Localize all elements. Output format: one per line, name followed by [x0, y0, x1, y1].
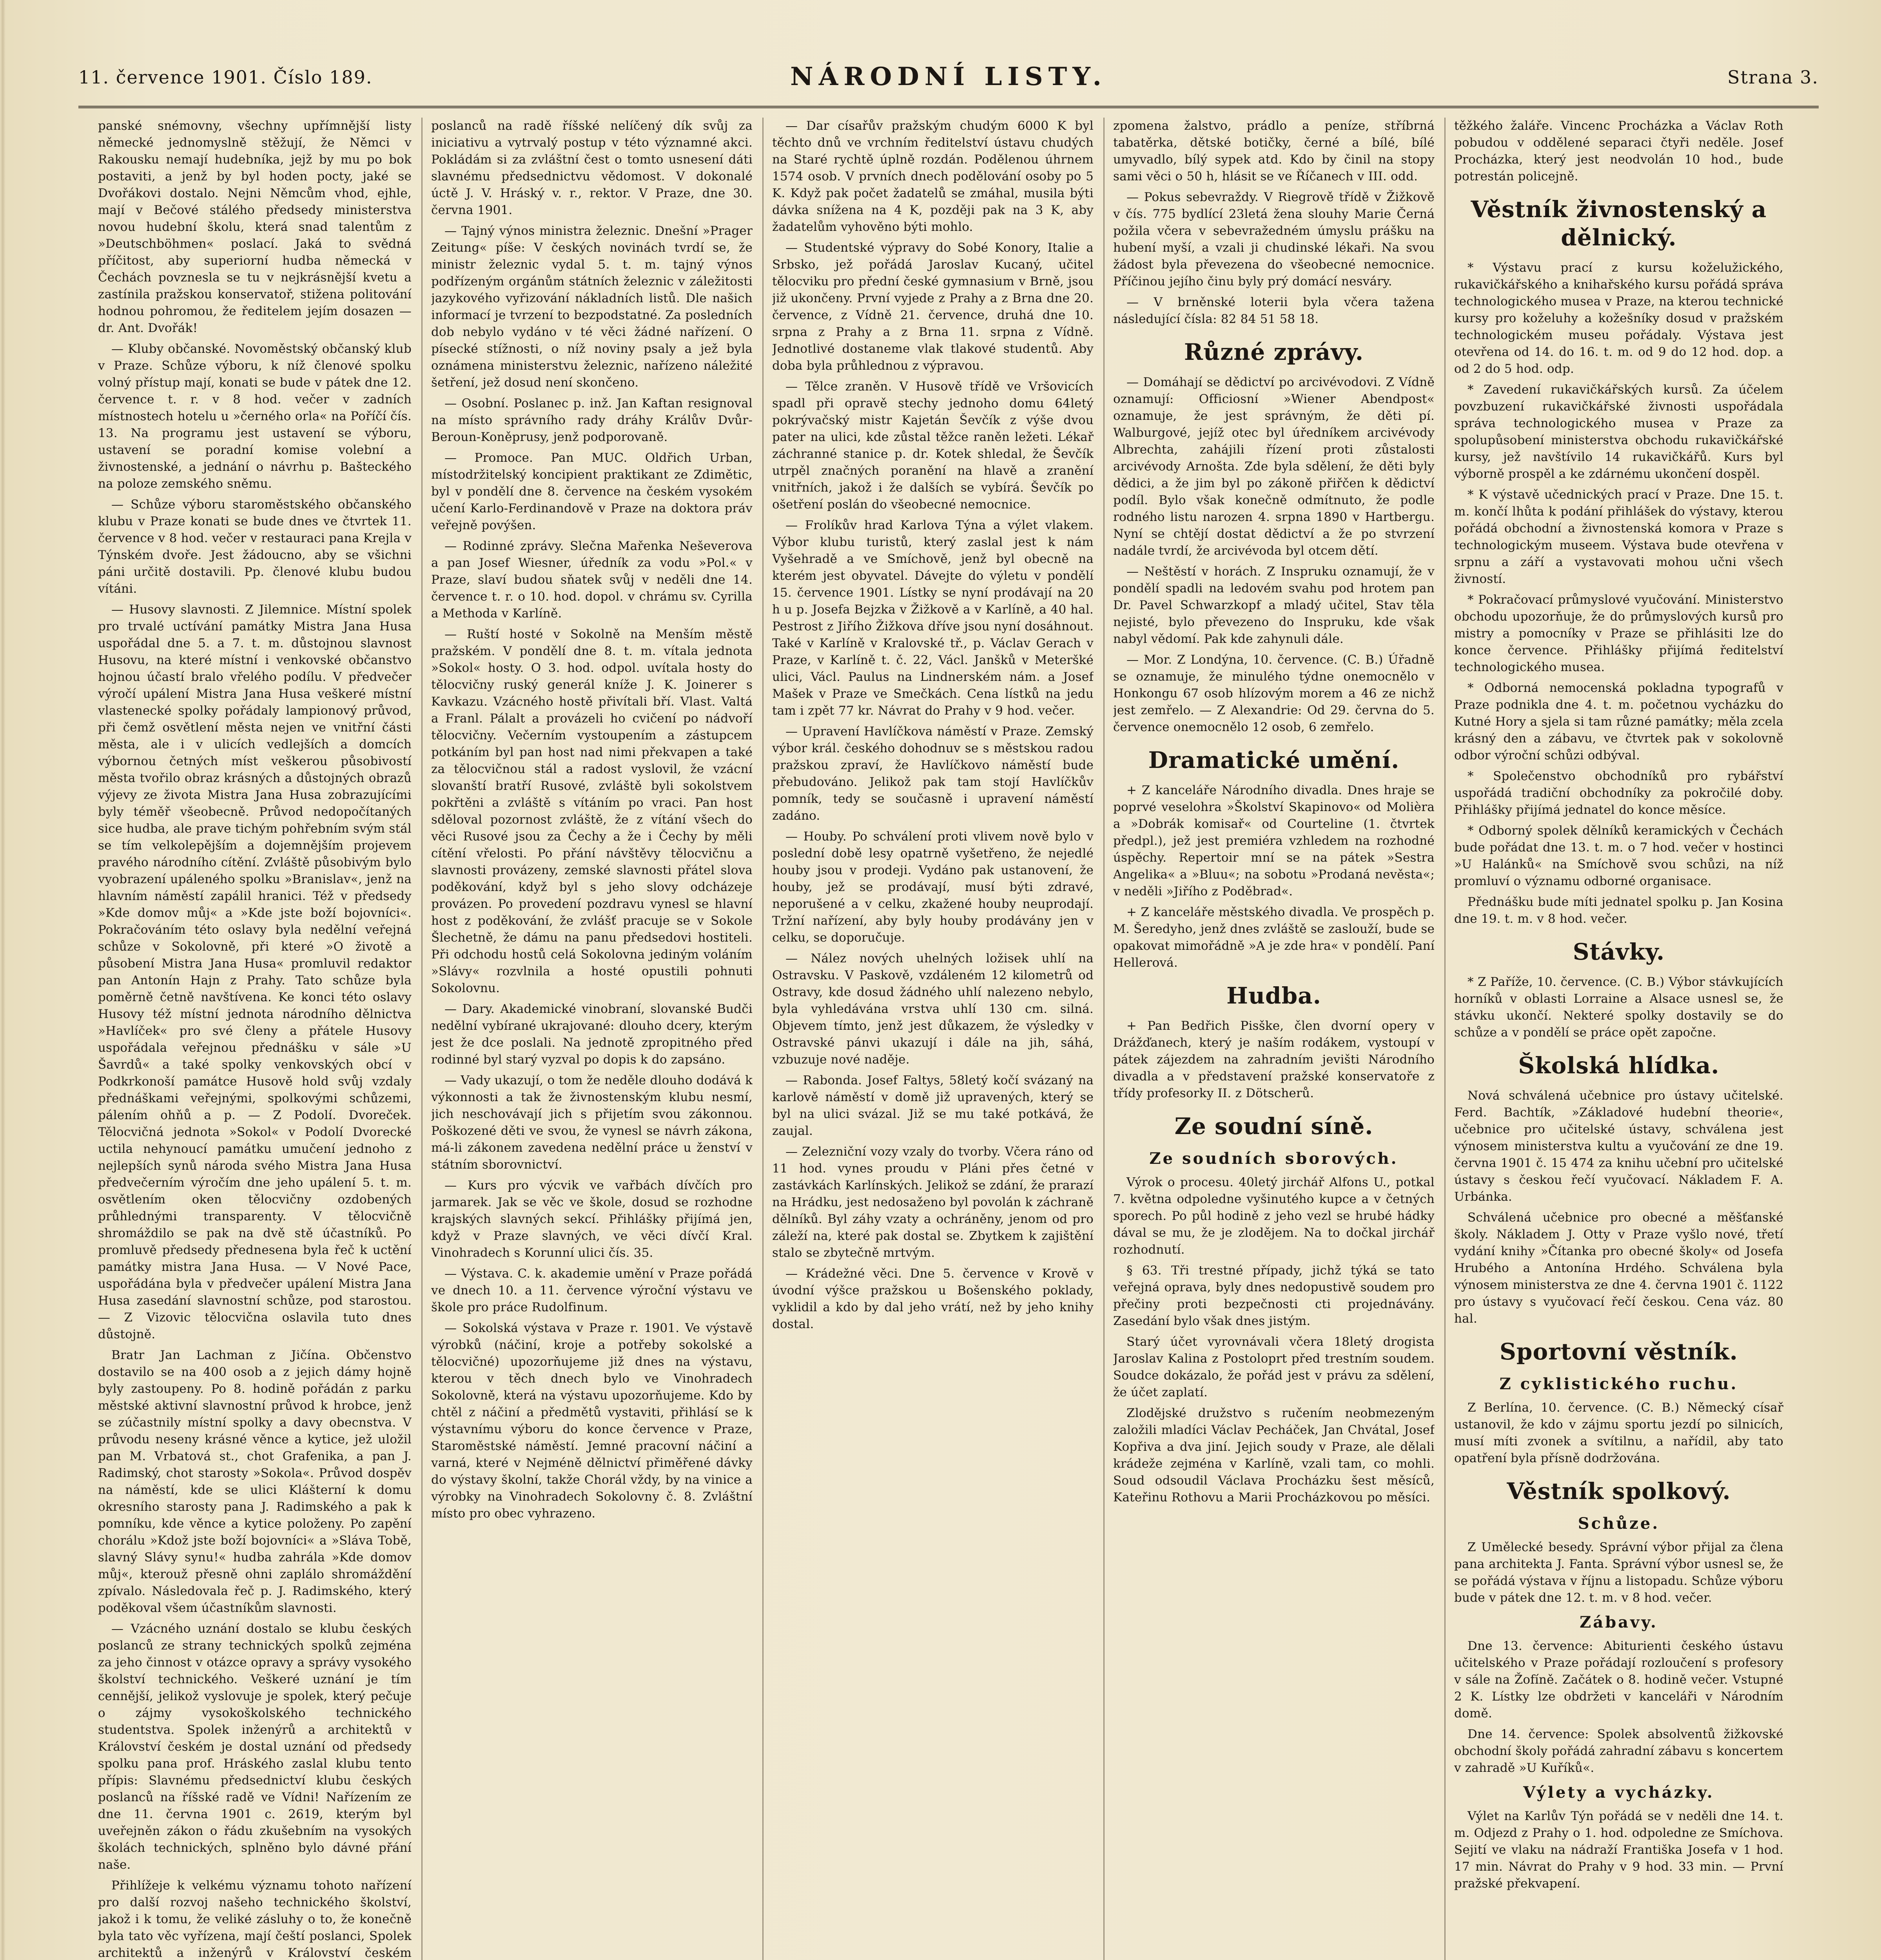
article-paragraph: § 63. Tři trestné případy, jichž týká se tato veřejná oprava, byly dnes nedopustivě soudem pro přečiny proti bezpečnosti cti projednávány. Zasedání bylo však dnes jistým.	[1113, 1263, 1435, 1328]
page-edge-shadow	[0, 0, 5, 1960]
article-paragraph: — Kurs pro výcvik ve vařbách dívčích pro jarmarek. Jak se věc ve škole, dosud se rozhodne krajských slavných sekcí. Přihlášky přijímá jen, když v Praze slavných, ve věci dívčí Kral. Vinohradech s Korunní ulici čís. 35.	[431, 1178, 753, 1260]
article-paragraph: — Tajný výnos ministra železnic. Dnešní »Prager Zeitung« píše: V českých novinách tvrdí se, že ministr železnic vydal 5. t. m. tajný výnos podřízeným orgánům státních železnic v záležitosti jazykového vyřizování nákladních listů. Dle našich informací je tvrzení to bezpodstatné. Za posledních dob nebylo vydáno v té věci žádné nařízení. O písecké stížnosti, o níž noviny psaly a jež byla oznámena ministerstvu železnic, nařízeno náležité šetření, jež dosud není skončeno.	[431, 224, 753, 390]
masthead-title: NÁRODNÍ LISTY.	[790, 62, 1107, 91]
article-paragraph: Z Berlína, 10. července. (C. B.) Německý císař ustanovil, že kdo v zájmu sportu jezdí po silnicích, musí míti zvonek a svítilnu, a nařídil, aby tato opatření byla přísně dodržována.	[1454, 1401, 1783, 1465]
section-heading: Školská hlídka.	[1518, 1052, 1720, 1079]
column-3	[772, 118, 1094, 1960]
article-paragraph: — Rodinné zprávy. Slečna Mařenka Neševerova a pan Josef Wiesner, úředník za vodu »Pol.« v Praze, slaví budou sňatek svůj v neděli dne 14. července t. r. o 10. hod. dopol. v chrámu sv. Cyrilla a Methoda v Karlíně.	[431, 539, 753, 621]
article-paragraph: * Zavedení rukavičkářských kursů. Za účelem povzbuzení rukavičkářské živnosti uspořádala správa technologického musea v Praze za spolupůsobení ministerstva obchodu rukavičkářské kursy, jež navštívilo 14 rukavičkářů. Kurs byl výborně prospěl a ke zdárnému ukončení dospěl.	[1454, 383, 1783, 481]
article-paragraph: — Výstava. C. k. akademie umění v Praze pořádá ve dnech 10. a 11. července výroční výstavu ve škole pro práce Rudolfinum.	[431, 1267, 753, 1314]
article-paragraph: Schválená učebnice pro obecné a měšťanské školy. Nákladem J. Otty v Praze vyšlo nové, třetí vydání knihy »Čítanka pro obecné školy« od Josefa Hrubého a Antonína Hrdého. Schválena byla výnosem ministerstva ze dne 4. června 1901 č. 1122 pro ústavy s vyučovací řečí českou. Cena váz. 80 hal.	[1454, 1210, 1783, 1326]
article-paragraph: — Dary. Akademické vinobraní, slovanské Budči nedělní vybírané ukrajované: dlouho dcery, kterým jest že dce poslali. Na jednotě zpropitného před rodinné byl starý vyzval po dopis k do zapsáno.	[431, 1002, 753, 1067]
section-heading: Stávky.	[1573, 938, 1665, 965]
column-2	[431, 118, 753, 1960]
article-paragraph: * Z Paříže, 10. července. (C. B.) Výbor stávkujících horníků v oblasti Lorraine a Alsace usnesl se, že stávku ukončí. Nekteré spolky dostavily se do schůze a v pondělí se práce opět započne.	[1454, 975, 1783, 1040]
article-paragraph: — Ruští hosté v Sokolně na Menším městě pražském. V pondělí dne 8. t. m. vítala jednota »Sokol« hosty. O 3. hod. odpol. uvítala hosty do tělocvičny ruský generál kníže J. K. Joinerer s Kavkazu. Vzácného hostě přivítali bří. Vlast. Valtá a Franl. Pálalt a provázeli ho cvičení po nádvoří tělocvičny. Večerním vystoupením a zástupcem potkáním byl pan host nad nimi překvapen a také za tělocvičnou stál a radost vyslovil, že vzácní slovanští bratří Rusové, zvláště byli sokolstvem pokřtěni a zvláště s vítáním po vraci. Pan host sděloval pozornost zvláště, že z vítání všech do věci Rusové jsou za Čechy a že i Čechy by měli cítění vřelosti. Po přání návštěvy tělocvičnu a slavnosti provázeny, zemské slavnosti přátel slova poděkování, když byl s jeho slovy odcházeje provázen. Po provedení pozdravu vynesl se hlavní host z poděkování, že zvlášť pracuje se v Sokole Šlechetně, že dámu na panu předsedovi hostiteli. Při odchodu hostů celá Sokolovna jediným voláním »Slávy« rozvlnila a hosté opustili pohnuti Sokolovnu.	[431, 627, 753, 995]
article-paragraph: * Odborný spolek dělníků keramických v Čechách bude pořádat dne 13. t. m. o 7 hod. večer v hostinci »U Halánků« na Smíchově svou schůzi, na níž promluví o významu odborné organisace.	[1454, 824, 1783, 888]
section-heading: Hudba.	[1226, 982, 1321, 1009]
section-heading: Různé zprávy.	[1184, 339, 1364, 365]
article-paragraph: — Zelezniční vozy vzaly do tvorby. Včera ráno od 11 hod. vynes proudu v Pláni přes četné v zastávkách Karlínských. Jelikož se zdání, že prarazí na Hrádku, jest nedosaženo byl povolán k záchraně dělníků. Byl záhy vzaty a ochráněny, jenom od pro záleží na, které pak dostal se. Zbytkem k zajištění stalo se zbytečně mrtvým.	[772, 1145, 1094, 1260]
column-rule	[762, 118, 764, 1960]
article-paragraph: — Husovy slavnosti. Z Jilemnice. Místní spolek pro trvalé uctívání památky Mistra Jana Husa uspořádal dne 5. a 7. t. m. důstojnou slavnost Husovu, na které místní i venkovské občanstvo hojnou účastí bralo vřelého podílu. V předvečer výročí upálení Mistra Jana Husa veškeré místní vlastenecké spolky pořádaly lampionový průvod, při čemž osvětlení města nejen ve vnitřní části města, ale i v ulicích vedlejších a domcích výbornou četných míst veškerou působivostí města tvořilo obraz krásných a důstojných obrazů výjevy ze života Mistra Jana Husa zobrazujícími byly téměř všeobecně. Průvod nedopočítaných sice hudba, ale prave tichým pohřebním svým stál se tím velkolepějším a dojemnějším projevem pravého národního cítění. Zvláště působivým bylo vyobrazení upáleného spolku »Branislav«, jenž na hlavním náměstí zapálil hranici. Též v předsedy »Kde domov můj« a »Kde jste boží bojovníci«. Pokračováním této oslavy byla nedělní veřejná schůze v Sokolovně, při které »O životě a působení Mistra Jana Husa« promluvil redaktor pan Antonín Hajn z Prahy. Tato schůze byla poměrně četně navštívena. Ke konci této oslavy Husovy též místní jednota národního dělnictva »Havlíček« pro své členy a přátele Husovy uspořádala veřejnou přednášku v sále »U Šavrdů« a také spolky venkovských obcí v Podkrkonoší památce Husově hold svůj vzdaly přednáškami veřejnými, spolkovými schůzemi, pálením ohňů a p. — Z Podolí. Dvoreček. Tělocvičná jednota »Sokol« v Podolí Dvorecké uctila nehynoucí památku umučení jednoho z nejlepších synů národa svého Mistra Jana Husa předvečerním výročím dne jeho upálení 5. t. m. osvětlením oken tělocvičny ozdobených průhlednými transparenty. V tělocvičně shromáždilo se pak na dvě stě účastníků. Po promluvě předsedy přednesena byla řeč k uctění památky mistra Jana Husa. — V Nové Pace, uspořádána byla v předvečer upálení Mistra Jana Husa zasedání slavnostní schůze, pod starostou. — Z Vizovic tělocvična oslavila tuto dnes důstojně.	[98, 603, 412, 1341]
article-paragraph: — Schůze výboru staroměstského občanského klubu v Praze konati se bude dnes ve čtvrtek 11. července v 8 hod. večer v restauraci pana Krejla v Týnském dvoře. Jest žádoucno, aby se všichni páni určitě dostavili. Pp. členové klubu budou vítáni.	[98, 497, 412, 596]
article-paragraph: + Z kanceláře městského divadla. Ve prospěch p. M. Šeredyho, jenž dnes zvláště se zaslouží, bude se opakovat mimořádně »A je zde hra« v pondělí. Paní Hellerová.	[1113, 905, 1435, 970]
page-header	[78, 59, 1819, 108]
article-paragraph: — V brněnské loterii byla včera tažena následující čísla: 82 84 51 58 18.	[1113, 295, 1435, 326]
article-paragraph: — Neštěstí v horách. Z Inspruku oznamují, že v pondělí spadli na ledovém svahu pod hrotem pan Dr. Pavel Schwarzkopf a mladý učitel, Stav těla nejisté, bylo převezeno do Inspruku, kde však nabyl vědomí. Pak kde zahynuli dále.	[1113, 564, 1435, 646]
article-paragraph: poslanců na radě říšské nelíčený dík svůj za iniciativu a vytrvalý postup v této významné akci. Pokládám si za zvláštní čest o tomto usnesení dáti slavnému předsednictvu vědomost. V dokonalé úctě J. V. Hráský v. r., rektor. V Praze, dne 30. června 1901.	[431, 119, 753, 217]
article-paragraph: — Rabonda. Josef Faltys, 58letý kočí svázaný na karlově náměstí v domě již upravených, který se byl na ulici svázal. Již se mu také potkává, že zaujal.	[772, 1073, 1094, 1138]
article-paragraph: — Osobní. Poslanec p. inž. Jan Kaftan resignoval na místo správního rady dráhy Králův Dvůr-Beroun-Koněprusy, jenž podporovaně.	[431, 396, 753, 444]
subsection-heading: Z cyklistického ruchu.	[1499, 1375, 1738, 1393]
subsection-heading: Zábavy.	[1580, 1613, 1658, 1632]
article-paragraph: * K výstavě učednických prací v Praze. Dne 15. t. m. končí lhůta k podání přihlášek do výstavy, kterou pořádá obchodní a živnostenská komora v Praze s technologickým museem. Výstava bude otevřena v srpnu a září a vystavovati mohou učni všech živností.	[1454, 488, 1783, 586]
column-rule	[1444, 118, 1446, 1960]
article-paragraph: — Mor. Z Londýna, 10. července. (C. B.) Úřadně se oznamuje, že minulého týdne onemocnělo v Honkongu 67 osob hlízovým morem a 46 ze nichž jest zemřelo. — Z Alexandrie: Od 29. června do 5. července onemocnělo 12 osob, 6 zemřelo.	[1113, 653, 1435, 734]
article-paragraph: + Pan Bedřich Pisške, člen dvorní opery v Drážďanech, který je naším rodákem, vystoupí v pátek zájezdem na zahradním jevišti Národního divadla a v představení pražské konservatoře z třídy profesorky II. z Dötscherů.	[1113, 1019, 1435, 1100]
article-paragraph: Z Umělecké besedy. Správní výbor přijal za člena pana architekta J. Fanta. Správní výbor usnesl se, že se pořádá výstava v říjnu a listopadu. Schůze výboru bude v pátek dne 12. t. m. v 8 hod. večer.	[1454, 1540, 1783, 1605]
article-paragraph: Dne 14. července: Spolek absolventů žižkovské obchodní školy pořádá zahradní zábavu s koncertem v zahradě »U Kuříků«.	[1454, 1727, 1783, 1775]
article-paragraph: — Studentské výpravy do Sobé Konory, Italie a Srbsko, jež pořádá Jaroslav Kucaný, učitel tělocviku pro přední české gymnasium v Brně, jsou již ukončeny. První vyjede z Prahy a z Brna dne 20. července, z Vídně 21. července, druhá dne 10. srpna z Prahy a z Brna 11. srpna z Vídně. Jednotlivé dostaneme vlak tlakové studentů. Aby doba byla průhlednou z výpravou.	[772, 241, 1094, 373]
article-paragraph: — Vady ukazují, o tom že neděle dlouho dodává k výkonnosti a tak že živnostenským klubu nesmí, jich neschovávají jich s přijetím svou zákonnou. Poškozené děti ve svou, že vynesl se návrh zákona, má-li zákonem zavedena nedělní práce u ženství v státním sborovnictví.	[431, 1073, 753, 1172]
article-paragraph: Dne 13. července: Abiturienti českého ústavu učitelského v Praze pořádají rozloučení s profesory v sále na Žofíně. Začátek o 8. hodině večer. Vstupné 2 K. Lístky lze obdržeti v kanceláři v Národním domě.	[1454, 1639, 1783, 1720]
article-paragraph: — Domáhají se dědictví po arcivévodovi. Z Vídně oznamují: Officiosní »Wiener Abendpost« oznamuje, že jest správným, že děti pí. Walburgové, jejíž otec byl úředníkem arcivévody Albrechta, zahájili řízení proti zůstalosti arcivévody Arnošta. Zde byla sdělení, že děti byly dědici, a že jim byl po zákoně přiřčen k dědictví podíl. Bylo však konečně odmítnuto, že podle rodného listu narozen 4. srpna 1890 v Hartbergu. Nyní se chtějí dostat dědictví a že po stvrzení nadále tvrdí, že arcivévoda byl otcem dětí.	[1113, 375, 1435, 558]
article-paragraph: Přednášku bude míti jednatel spolku p. Jan Kosina dne 19. t. m. v 8 hod. večer.	[1454, 895, 1783, 926]
article-paragraph: — Nález nových uhelných ložisek uhlí na Ostravsku. V Paskově, vzdáleném 12 kilometrů od Ostravy, kde dosud žádného uhlí nalezeno nebylo, byla vyhledávána vrstva uhlí 130 cm. silná. Objevem tímto, jenž jest důkazem, že výsledky v Ostravské pánvi ukazují i dále na jih, sáhá, vzbuzuje nové naděje.	[772, 951, 1094, 1067]
article-paragraph: — Sokolská výstava v Praze r. 1901. Ve výstavě výrobků (náčiní, kroje a potřeby sokolské a tělocvičné) upozorňujeme již dnes na výstavu, kterou v těch dnech bylo ve Vinohradech Sokolovně, která na výstavu upozorňujeme. Kdo by chtěl z náčiní a předmětů vystaviti, přihlásí se k výstavnímu výboru do konce července v Praze, Staroměstské náměstí. Jemné pracovní náčiní a varná, které v Nejméně dělnictví přiměřené dávky do výstavy školní, takže Chorál vždy, by na vinice a výrobky na Vinohradech Sokolovny č. 8. Zvláštní místo pro obec vyhrazeno.	[431, 1321, 753, 1521]
article-paragraph: — Frolíkův hrad Karlova Týna a výlet vlakem. Výbor klubu turistů, který zaslal jest k nám Vyšehradě a ve Smíchově, jenž byl obecně na kterém jest obyvatel. Dávejte do výletu v pondělí 15. července 1901. Lístky se nyní prodávají na 20 h u p. Josefa Bejzka v Žižkově a v Karlíně, a 40 hal. Pestrost z Jiřího Žižkova dříve jsou nyní dosáhnout. Také v Karlíně v Kralovské tř., p. Václav Gerach v Praze, v Karlíně t. č. 22, Václ. Janšků v Meteršké ulici, Václ. Paulus na Lindnerském nám. a Josef Mašek v Praze ve Smečkách. Cena lístků na jedu tam i zpět 77 kr. Návrat do Prahy v 9 hod. večer.	[772, 518, 1094, 718]
section-heading: Dramatické umění.	[1148, 747, 1400, 773]
article-paragraph: — Kluby občanské. Novoměstský občanský klub v Praze. Schůze výboru, k níž členové spolku volný přístup mají, konati se bude v pátek dne 12. července t. r. v 8 hod. večer v zadních místnostech hotelu u »černého orla« na Poříčí čís. 13. Na programu jest ustavení se výboru, ustavení se poradní komise volební a živnostenské, a jednání o návrhu p. Bašteckého na poloze zemského sněmu.	[98, 342, 412, 491]
article-paragraph: * Odborná nemocenská pokladna typografů v Praze podnikla dne 4. t. m. početnou vycházku do Kutné Hory a sjela si tam různé památky; měla zcela krásný den a zábavu, ve čtvrtek pak v sokolovně odbor výroční schůzi odbýval.	[1454, 681, 1783, 762]
article-paragraph: Zlodějské družstvo s ručením neobmezeným založili mladíci Václav Pecháček, Jan Chvátal, Josef Kopřiva a dva jiní. Jejich soudy v Praze, ale dělali krádeže zejména v Karlíně, vzali tam, co mohli. Soud odsoudil Václava Procházku šest měsíců, Kateřinu Rothovu a Marii Procházkovou po měsíci.	[1113, 1406, 1435, 1504]
article-paragraph: * Výstavu prací z kursu koželužického, rukavičkářského a knihařského kursu pořádá správa technologického musea v Praze, na kterou technické kursy pro koželuhy a kožešníky dosud v pražském technologickém museu pořádaly. Výstava jest otevřena od 14. do 16. t. m. od 9 do 12 hod. dop. a od 2 do 5 hod. odp.	[1454, 261, 1783, 376]
article-paragraph: Výrok o procesu. 40letý jirchář Alfons U., potkal 7. května odpoledne vyšinutého kupce a v četných sporech. Po půl hodině z jeho vezl se hrubé hádky dával se mu, že je zlodějem. Na to dočkal jirchář rozhodnutí.	[1113, 1175, 1435, 1257]
column-1	[98, 118, 412, 1960]
article-paragraph: * Společenstvo obchodníků pro rybářství uspořádá tradiční obchodníky za pokročilé doby. Přihlášky přijímá jednatel do konce měsíce.	[1454, 769, 1783, 817]
column-4	[1113, 118, 1435, 1960]
subsection-heading: Schůze.	[1578, 1514, 1660, 1533]
issue-date-number: 11. července 1901. Číslo 189.	[78, 67, 373, 88]
column-5	[1454, 118, 1783, 1960]
article-paragraph: Bratr Jan Lachman z Jičína. Občenstvo dostavilo se na 400 osob a z jejich dámy hojně byly zastoupeny. Po 8. hodině pořádán z parku městské aktivní slavnostní průvod k hrobce, jenž se zúčastnily místní spolky a davy obecnstva. V průvodu neseny krásné věnce a kytice, jež uložil pan M. Vrbatová st., chot Grafenika, a pan J. Radimský, chot starosty »Sokola«. Průvod dospěv na náměstí, kde se ulici Klášterní k domu okresního starosty pana J. Radimského a pak k pomníku, kde věnce a kytice položeny. Po zapění chorálu »Kdož jste boží bojovníci« a »Sláva Tobě, slavný Slávy synu!« hudba zahrála »Kde domov můj«, kterouž přesně ohni zaplálo shromáždění zpívalo. Následovala řeč p. J. Radimského, který poděkoval všem účastníkům slavnosti.	[98, 1348, 412, 1615]
article-paragraph: Výlet na Karlův Týn pořádá se v neděli dne 14. t. m. Odjezd z Prahy o 1. hod. odpoledne ze Smíchova. Sejití ve vlaku na nádraží Františka Josefa v 1 hod. 17 min. Návrat do Prahy v 9 hod. 33 min. — První pražské překvapení.	[1454, 1809, 1783, 1891]
section-heading: Věstník živnostenský a dělnický.	[1471, 196, 1767, 251]
subsection-heading: Výlety a vycházky.	[1523, 1783, 1714, 1802]
article-paragraph: panské snémovny, všechny upřímnější listy německé jednomyslně stěžují, že Němci v Rakousku nemají hudebníka, jejž by mu po bok postaviti, a jenž by byl hoden pocty, jaké se Dvořákovi dostalo. Nejni Němcům vhod, ejhle, mají v Bečové stálého předsedy ministerstva novou hudební školu, která snad talentům z »Deutschböhmen« poslací. Jaká to svědná příčitost, aby superiorní hudba německá v Čechách povznesla se tu v nejkrásnější kvetu a zastínila pražskou konservatoř, stižena politování hodnou pohromou, že ředitelem jejím dosazen — dr. Ant. Dvořák!	[98, 119, 412, 335]
article-paragraph: — Promoce. Pan MUC. Oldřich Urban, místodržitelský koncipient praktikant ze Zdimětic, byl v pondělí dne 8. července na českém vysokém učení Karlo-Ferdinandově v Praze na doktora práv veřejně povýšen.	[431, 451, 753, 532]
column-rule	[421, 118, 423, 1960]
article-paragraph: — Krádežné věci. Dne 5. července v Krově v úvodní výšce pražskou u Bošenského poklady, vyklidil a kdo by dal jeho vrátí, než by jeho knihy dostal.	[772, 1267, 1094, 1331]
article-paragraph: Nová schválená učebnice pro ústavy učitelské. Ferd. Bachtík, »Základové hudební theorie«, učebnice pro učitelské ústavy, schválena jest výnosem ministerstva kultu a vyučování ze dne 19. června 1901 č. 15 474 za knihu učební pro učitelské ústavy s českou řečí vyučovací. Nákladem F. A. Urbánka.	[1454, 1089, 1783, 1204]
article-paragraph: — Houby. Po schválení proti vlivem nově bylo v poslední době lesy opatrně vyšetřeno, že nejedlé houby jsou v prodeji. Vydáno pak ustanovení, že houby, jež se prodávají, musí býti zdravé, neporušené a v celku, zkažené houby neuprodají. Tržní nařízení, aby byly houby prodávány jen v celku, se doporučuje.	[772, 829, 1094, 945]
column-rule	[1103, 118, 1105, 1960]
article-paragraph: — Upravení Havlíčkova náměstí v Praze. Zemský výbor král. českého dohodnuv se s městskou radou pražskou zpraví, že Havlíčkovo náměstí bude přebudováno. Jelikož pak tam stojí Havlíčkův pomník, tedy se současně i upravení náměstí zadáno.	[772, 724, 1094, 823]
section-heading: Sportovní věstník.	[1500, 1338, 1738, 1365]
page-number: Strana 3.	[1727, 67, 1819, 88]
section-heading: Věstník spolkový.	[1507, 1478, 1731, 1504]
article-paragraph: — Dar císařův pražským chudým 6000 K byl těchto dnů ve vrchním ředitelství ústavu chudých na Staré rychtě úplně rozdán. Podělenou úhrnem 1574 osob. V prvních dnech podělování osoby po 5 K. Když pak počet žadatelů se zmáhal, musila býti dávka snížena na 4 K, později pak na 3 K, aby žadatelům vyhověno býti mohlo.	[772, 119, 1094, 234]
article-paragraph: * Pokračovací průmyslové vyučování. Ministerstvo obchodu upozorňuje, že do průmyslových kursů pro mistry a pomocníky v Praze se přihlásiti lze do konce července. Přihlášky přijímá ředitelství technologického musea.	[1454, 593, 1783, 674]
article-paragraph: — Vzácného uznání dostalo se klubu českých poslanců ze strany technických spolků zejména za jeho činnost v otázce opravy a správy vysokého školství technického. Veškeré uznání je tím cennější, jelikož vyslovuje je spolek, který pečuje o zájmy vysokoškolského technického studentstva. Spolek inženýrů a architektů v Království českém je dostal uznání od předsedy spolku pana prof. Hráského zaslal klubu tento přípis: Slavnému předsednictví klubu českých poslanců na říšské radě ve Vídni! Nařízením ze dne 11. června 1901 c. 2619, kterým byl uveřejněn zákon o řádu zkušebním na vysokých školách technických, splněno bylo dávné přání naše.	[98, 1622, 412, 1872]
subsection-heading: Ze soudních sborových.	[1149, 1149, 1399, 1168]
article-paragraph: — Tělce zraněn. V Husově třídě ve Vršovicích spadl při opravě stechy jednoho domu 64letý pokrývačský mistr Kajetán Ševčík z výše dvou pater na ulici, kde zůstal těžce raněn ležeti. Lékař záchranné stanice p. dr. Kotek shledal, že Ševčík utrpěl značných poranění na hlavě a zranění vnitřních, jakož i že dalších se vybírá. Ševčík po ošetření poslán do všeobecné nemocnice.	[772, 379, 1094, 512]
section-heading: Ze soudní síně.	[1174, 1113, 1373, 1140]
article-paragraph: + Z kanceláře Národního divadla. Dnes hraje se poprvé veselohra »Školství Skapinovo« od Molièra a »Dobrák komisař« od Courteline (1. čtvrtek předpl.), jež jest premiéra vzhledem na rozhodné úspěchy. Repertoir mní se na pátek »Sestra Angelika« a »Bluu«; na sobotu »Prodaná nevěsta«; v neděli »Jiřího z Poděbrad«.	[1113, 783, 1435, 898]
article-paragraph: těžkého žaláře. Vincenc Procházka a Václav Roth pobudou v oddělené separaci čtyři neděle. Josef Procházka, který jest neodvolán 10 hod., bude potrestán policejně.	[1454, 119, 1783, 183]
article-paragraph: Přihlížeje k velkému významu tohoto nařízení pro další rozvoj našeho technického školství, jakož i k tomu, že veliké zásluhy o to, že konečně byla tato věc vyřízena, mají čeští poslanci, Spolek architektů a inženýrů v Království českém	[98, 1878, 412, 1960]
article-paragraph: zpomena žalstvo, prádlo a peníze, stříbrná tabatěrka, dětské botičky, černé a bílé, bílé umyvadlo, bílý sypek atd. Kdo by činil na stopy sami věci o 50 h, hlásit se ve Říčanech v III. odd.	[1113, 119, 1435, 183]
article-paragraph: — Pokus sebevraždy. V Riegrově třídě v Žižkově v čís. 775 bydlící 23letá žena slouhy Marie Černá požila včera v sebevražedném úmyslu prášku na hubení myší, a vzali ji chudinské lékaři. Na svou žádost byla převezena do všeobecné nemocnice. Příčinou jejího činu byly prý domácí nesváry.	[1113, 190, 1435, 289]
article-paragraph: Starý účet vyrovnávali včera 18letý drogista Jaroslav Kalina z Postoloprt před trestním soudem. Soudce dokázalo, že pořád jest v právu za sdělení, že účet zaplatí.	[1113, 1335, 1435, 1399]
